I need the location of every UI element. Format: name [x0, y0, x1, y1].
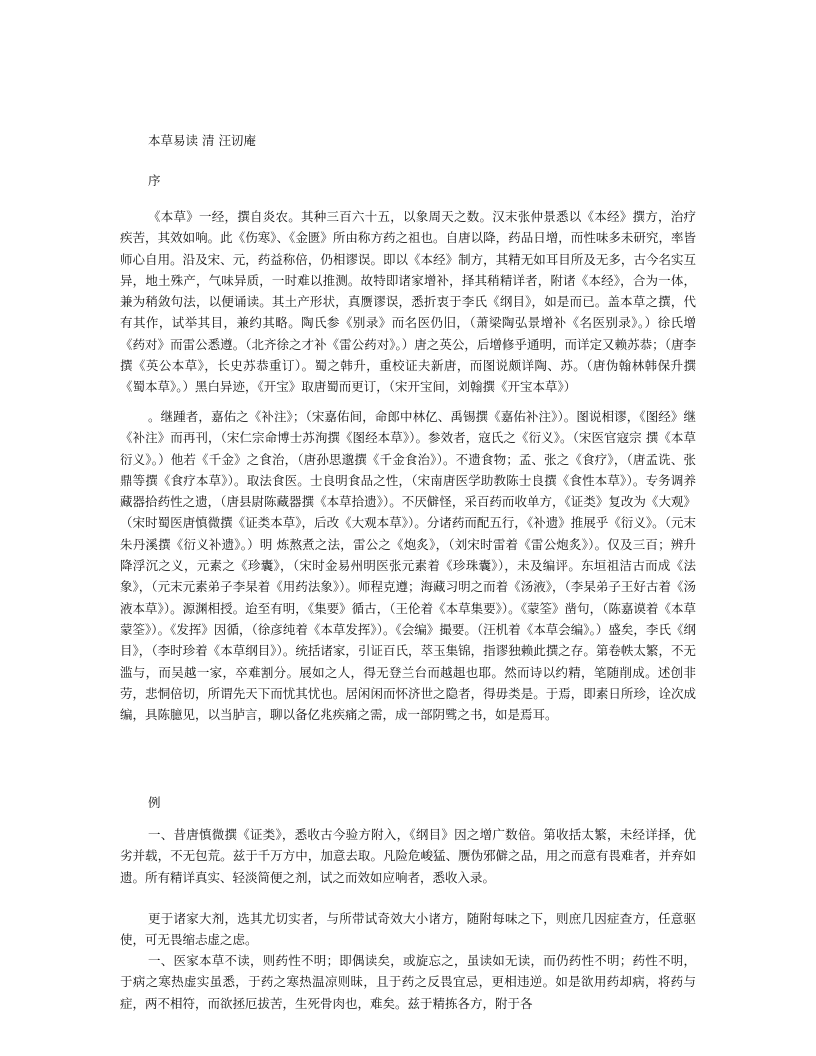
preface-paragraph: 。继踵者，嘉佑之《补注》；（宋嘉佑间，命郎中林亿、禹锡撰《嘉佑补注》）。图说相谬，《图经》继《补注》而再刊，（宋仁宗命博士苏洵撰《图经本草》）。参效者，寇氏之《衍义》。（宋医官寇宗 撰《本草衍义》。）他若《千金》之食治，（唐孙思邈撰《千金食治》）。不遗食物；孟、张之《食疗》，（唐孟诜、张鼎等撰《食疗本草》）。取法食医。士良明食品之性，（宋南唐医学助教陈士良撰《食性本草》）。专务调养藏器拾药性之遗，（唐县尉陈藏器撰《本草拾遗》）。不厌僻怪，采百药而收单方，《证类》复改为《大观》（宋时蜀医唐慎微撰《证类本草》，后改《大观本草》）。分诸药而配五行，《补遗》推展乎《衍义》。（元末朱丹溪撰《衍义补遗》。）明 炼熬煮之法，雷公之《炮炙》，（刘宋时雷着《雷公炮炙》）。仅及三百；辨升降浮沉之义，元素之《珍囊》，（宋时金易州明医张元素着《珍珠囊》），未及编评。东垣祖洁古而成《法象》，（元末元素弟子李杲着《用药法象》）。师程克遵；海藏习明之而着《汤液》，（李杲弟子王好古着《汤液本草》）。源渊相授。迨至有明，《集要》循古，（王伦着《本草集要》）。《蒙筌》凿句，（陈嘉谟着《本草蒙筌》）。《发挥》因循，（徐彦纯着《本草发挥》）。《会编》撮要。（汪机着《本草会编》。）盛矣，李氏《纲目》，（李时珍着《本草纲目》）。统括诸家，引证百氏，萃玉集锦，指谬独赖此撰之存。第卷帙太繁，不无滥与，而吴越一家，卒难割分。展如之人，得无登兰台而越趄也耶。然而诗以约精，笔随削成。述创非劳，悲恫倍切，所谓先天下而忧其忧也。居闲闲而怀济世之隐者，得毋类是。于焉，即素日所珍，诠次成编，具陈臆见，以当胪言，聊以备亿兆疾痛之需，成一部阴骘之书，如是焉耳。 [120, 409, 696, 723]
preface-heading: 序 [148, 173, 161, 188]
document-title: 本草易读 清 汪讱庵 [148, 133, 256, 148]
example-paragraph: 一、医家本草不读，则药性不明；即偶读矣，或旋忘之，虽读如无读，而仍药性不明；药性不明，于病之寒热虚实虽悉，于药之寒热温凉则昧，且于药之反畏宜忌，更相违逆。如是欲用药却病，将药与症，两不相符，而欲拯厄拔苦，生死骨肉也，难矣。兹于精拣各方，附于各 [120, 953, 696, 1011]
example-heading: 例 [148, 795, 161, 810]
preface-paragraph: 《本草》一经，撰自炎农。其种三百六十五，以象周天之数。汉末张仲景悉以《本经》撰方，治疗疾苦，其效如响。此《伤寒》、《金匮》所由称方药之祖也。自唐以降，药品日增，而性味多未研究，率皆师心自用。沿及宋、元，药益称倍，仍相谬误。即以《本经》制方，其精无如耳目所及无多，古今名实互异，地土殊产，气味异质，一时难以推测。故特即诸家增补，择其稍精详者，附诸《本经》，合为一体，兼为稍敛句法，以便诵读。其土产形状，真赝谬误，悉折衷于李氏《纲目》，如是而已。盖本草之撰，代有其作，试举其目，兼约其略。陶氏参《别录》而名医仍旧，（萧梁陶弘景增补《名医别录》。）徐氏增《药对》而雷公悉遵。（北齐徐之才补《雷公药对》。）唐之英公，后增修乎通明，而详定又赖苏恭；（唐李 撰《英公本草》，长史苏恭重订）。蜀之韩升，重校证夫新唐，而图说颇详陶、苏。（唐伪翰林韩保升撰《蜀本草》。）黑白异迹，《开宝》取唐蜀而更订，（宋开宝间，刘翰撰《开宝本草》） [120, 209, 696, 395]
example-paragraph: 一、昔唐慎微撰《证类》，悉收古今验方附入，《纲目》因之增广数倍。第收括太繁，未经详择，优劣并载，不无包荒。兹于千万方中，加意去取。凡险危峻猛、赝伪邪僻之品，用之而意有畏难者，并弃如遗。所有精详真实、轻淡简便之剂，试之而效如应响者，悉收入录。 [120, 827, 696, 885]
example-paragraph: 更于诸家大剂，选其尤切实者，与所带试奇效大小诸方，随附每味之下，则庶几因症查方，任意驱使，可无畏缩忐虚之虑。 [120, 911, 696, 948]
